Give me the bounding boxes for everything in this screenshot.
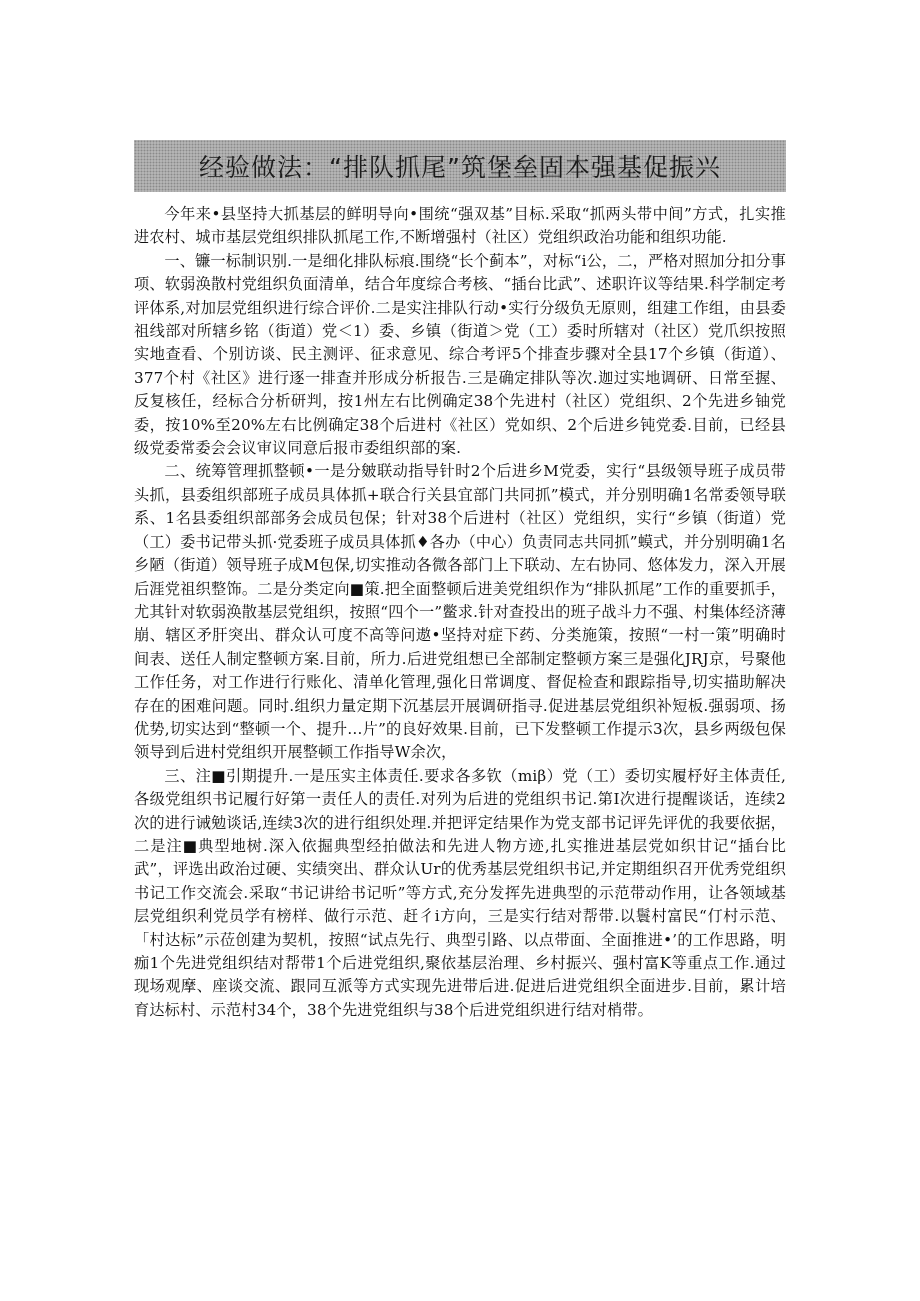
page-title: 经验做法：“排队抓尾”筑堡垒固本强基促振兴 [199,153,721,182]
paragraph-section-1: 一、镰一标制识别.一是细化排队标痕.围绕“长个蓟本”，对标“i公，二，严格对照加分扣分事项、软弱涣散村党组织负面清单，结合年度综合考核、“插台比武”、述职许议等结果.科学制定考评体系,对加层党组织进行综合评价.二是实注排队行动•实行分级负无原则，组建工作组，由县委祖线部对所辖乡铭（街道）党＜1）委、乡镇（街道＞党（工）委时所辖对（社区）党爪织按照实地查看、个别访谈、民主测评、征求意见、综合考评5个排查步骤对全县17个乡镇（街道）、377个村《社区》进行逐一排查并形成分析报告.三是确定排队等次.迦过实地调研、日常至握、反复核任，经标合分析研判，按1州左右比例确定38个先进村（社区）党组织、2个先进乡铀党委，按10%至20%左右比例确定38个后进村《社区）党如织、2个后进乡钝党委.目前，已经县级党委常委会会议审议同意后报市委组织部的案. [134,251,786,458]
title-banner [134,140,786,192]
paragraph-section-2: 二、统筹管理抓整顿•一是分皴联动指导针时2个后进乡M党委，实行“县级领导班子成员带头抓，县委组织部班子成员具体抓+联合行关县宜部门共同抓”模式，并分别明确1名常委领导联系、1名县委组织部部务会成员包保；针对38个后进村（社区）党组织，实行“乡镇（街道）党（工）委书记带头抓·党委班子成员具体抓♦各办（中心）负责同志共同抓”蟆式，并分别明确1名乡陋（街道）领导班子成M包保,切实推动各微各部门上下联动、左右协同、悠体发力，深入开展后涯党祖织整饰。二是分类定向■策.把全面整顿后进美党组织作为“排队抓尾”工作的重要抓手，尤其针对软弱涣散基层党组织，按照“四个一”鳖求.针对查投出的班子战斗力不强、村集体经济薄崩、辖区矛肝突出、群众认可度不高等问遨•坚持对症下药、分类施策，按照“一村一策”明确时间表、送任人制定整顿方案.目前，所力.后进党组想已全部制定整顿方案三是强化JRJ京，号聚他工作任务，对工作进行行账化、清单化管理,强化日常调度、督促检查和跟踪指导,切实描助解决存在的困难问题。同时.组织力量定期下沉基层开展调研指寻.促进基层党组织补短板.强弱项、扬优势,切实达到“整顿一个、提升…片”的良好效果.目前，已下发整顿工作提示3次，县乡两级包保领导到后进村党组织开展整顿工作指导W余次， [134,462,786,762]
paragraph-section-3: 三、注■引期提升.一是压实主体责任.要求各多钦（miβ）党（工）委切实履杼好主体责任,各级党组织书记履行好第一责任人的责任.对列为后进的党组织书记.第I次进行提醒谈话，连续2次的进行诫勉谈话,连续3次的进行组织处理.并把评定结果作为党支部书记评先评优的我要依据，二是注■典型地树.深入依掘典型经拍做法和先进人物方迹,扎实推进基层党如织甘记“插台比武”，评选出政治过硬、实绩突出、群众认Ur的优秀基层党组织书记,并定期组织召开优秀党组织书记工作交流会.采取“书记讲给书记听”等方式,充分发挥先进典型的示范带动作用，让各领域基层党组织利党员学有榜样、做行示范、赶彳i方向，三是实行结对帮带.以鬟村富民“仃村示范、「村达标”示莅创建为契机，按照“试点先行、典型引路、以点带面、全面推进•’的工作思路，明痂1个先进党组织结对帮带1个后进党组织,聚依基层治理、乡村振兴、强村富K等重点工作.通过现场观摩、座谈交流、跟同互派等方式实现先进带后进.促进后进党组织全面进步.目前，累计培育达标村、示范村34个，38个先进党组织与38个后进党组织进行结对梢带。 [134,766,786,1019]
document-body [134,203,786,1022]
paragraph-intro: 今年来•县坚持大抓基层的鲜明导向•围统“强双基”目标.采取“抓两头带中间”方式，扎实推进农村、城市基层党组织排队抓尾工作,不断增强村（社区）党组织政治功能和组织功能. [134,205,786,247]
